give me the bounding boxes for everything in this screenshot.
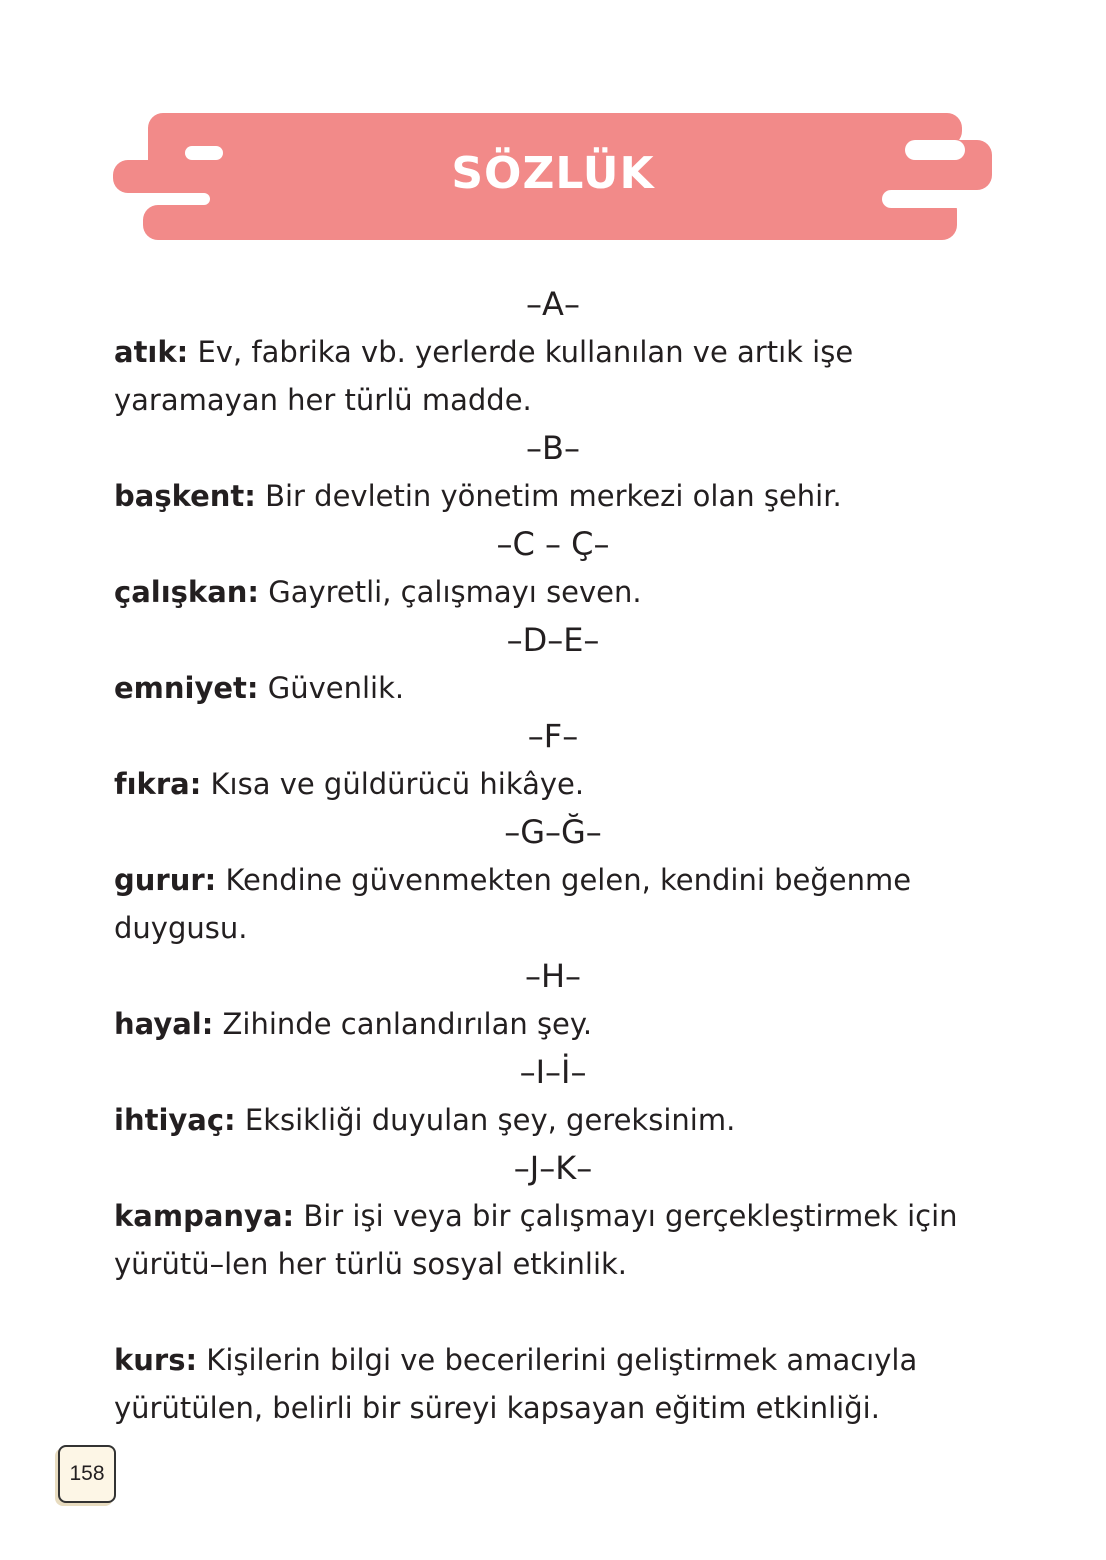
definition: Kendine güvenmekten gelen, kendini beğenme duygusu. — [114, 863, 912, 945]
section-c — [114, 520, 994, 616]
definition: Gayretli, çalışmayı seven. — [259, 575, 642, 609]
term: ihtiyaç: — [114, 1103, 236, 1137]
title-banner — [0, 0, 1106, 260]
glossary-entry — [114, 328, 994, 424]
letter-heading: –A– — [526, 285, 580, 323]
letter-heading: –G–Ğ– — [504, 813, 602, 851]
term: kurs: — [114, 1343, 198, 1377]
section-h — [114, 952, 994, 1048]
section-i — [114, 1048, 994, 1144]
glossary-entry — [114, 760, 994, 808]
letter-heading: –F– — [527, 717, 579, 755]
section-b — [114, 424, 994, 520]
page-number: 158 — [58, 1445, 116, 1503]
term: başkent: — [114, 479, 256, 513]
section-f — [114, 712, 994, 808]
glossary-entry — [114, 568, 994, 616]
term: çalışkan: — [114, 575, 259, 609]
term: atık: — [114, 335, 189, 369]
glossary-entry — [114, 856, 994, 952]
letter-heading: –B– — [526, 429, 580, 467]
glossary-entry — [114, 1336, 994, 1432]
letter-heading: –C – Ç– — [496, 525, 610, 563]
definition: Bir işi veya bir çalışmayı gerçekleştirmek için yürütü–len her türlü sosyal etkinlik. — [114, 1199, 958, 1281]
letter-heading: –I–İ– — [519, 1053, 587, 1091]
term: emniyet: — [114, 671, 259, 705]
glossary-entry — [114, 1192, 994, 1288]
term: hayal: — [114, 1007, 214, 1041]
glossary-entry — [114, 1000, 994, 1048]
definition: Bir devletin yönetim merkezi olan şehir. — [255, 479, 842, 513]
definition: Zihinde canlandırılan şey. — [213, 1007, 593, 1041]
section-d — [114, 616, 994, 712]
section-g — [114, 808, 994, 952]
term: gurur: — [114, 863, 217, 897]
page-title: SÖZLÜK — [451, 148, 655, 199]
glossary — [114, 280, 994, 1432]
definition: Kısa ve güldürücü hikâye. — [201, 767, 585, 801]
glossary-entry — [114, 472, 994, 520]
section-a — [114, 280, 994, 424]
definition: Ev, fabrika vb. yerlerde kullanılan ve artık işe yaramayan her türlü madde. — [114, 335, 854, 417]
term: fıkra: — [114, 767, 202, 801]
definition: Güvenlik. — [258, 671, 405, 705]
definition: Eksikliği duyulan şey, gereksinim. — [235, 1103, 736, 1137]
glossary-entry — [114, 664, 994, 712]
letter-heading: –H– — [524, 957, 582, 995]
section-j-k — [114, 1144, 994, 1432]
letter-heading: –D–E– — [506, 621, 600, 659]
definition: Kişilerin bilgi ve becerilerini geliştirmek amacıyla yürütülen, belirli bir süreyi kapsayan eğitim etkinliği. — [114, 1343, 918, 1425]
glossary-entry — [114, 1096, 994, 1144]
letter-heading: –J–K– — [513, 1149, 593, 1187]
term: kampanya: — [114, 1199, 295, 1233]
